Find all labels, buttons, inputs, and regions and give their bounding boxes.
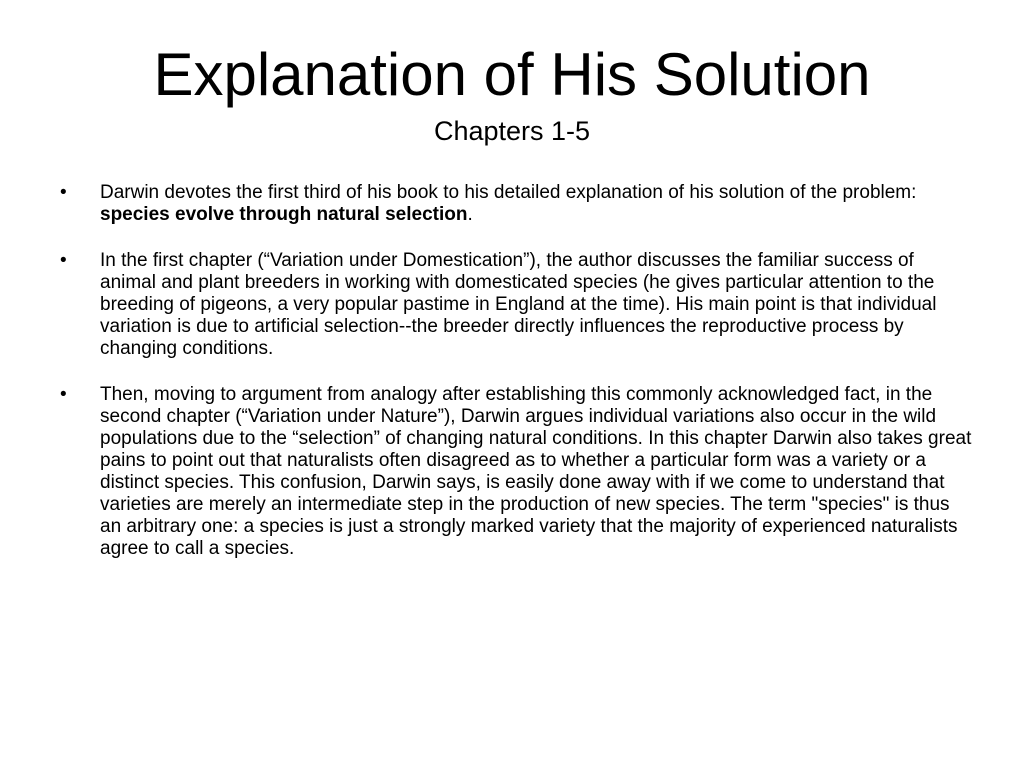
bullet-text-2: In the first chapter (“Variation under Domestication”), the author discusses the familiar success of animal and plant breeders in working with domesticated species (he gives particular attention to the breeding of pigeons, a very popular pastime in England at the time). His main point is that individual variation is due to artificial selection--the breeder directly influences the reproductive process by changing conditions. <box>100 250 937 359</box>
bullet-item-1 <box>60 182 960 226</box>
bullet-item-3 <box>60 384 972 560</box>
bullet-1-bold-phrase: species evolve through natural selection <box>100 204 468 225</box>
bullet-marker: • <box>60 384 67 405</box>
bullet-text-3: Then, moving to argument from analogy after establishing this commonly acknowledged fact, in the second chapter (“Variation under Nature”), Darwin argues individual variations also occur in the wild populations due to the “selection” of changing natural conditions. In this chapter Darwin also takes great pains to point out that naturalists often disagreed as to whether a particular form was a variety or a distinct species. This confusion, Darwin says, is easily done away with if we come to understand that varieties are merely an intermediate step in the production of new species. The term "species" is thus an arbitrary one: a species is just a strongly marked variety that the majority of experienced naturalists agree to call a species. <box>100 384 972 559</box>
bullet-1-text-start: Darwin devotes the first third of his book to his detailed explanation of his solution of the problem: <box>100 182 917 203</box>
bullet-1-text-end: . <box>467 204 473 225</box>
bullet-list <box>60 182 972 584</box>
bullet-marker: • <box>60 182 67 203</box>
slide-subtitle: Chapters 1-5 <box>433 116 591 146</box>
bullet-text-1 <box>100 182 960 226</box>
bullet-item-2 <box>60 250 960 360</box>
bullet-marker: • <box>60 250 67 271</box>
slide-title: Explanation of His Solution <box>153 41 871 108</box>
